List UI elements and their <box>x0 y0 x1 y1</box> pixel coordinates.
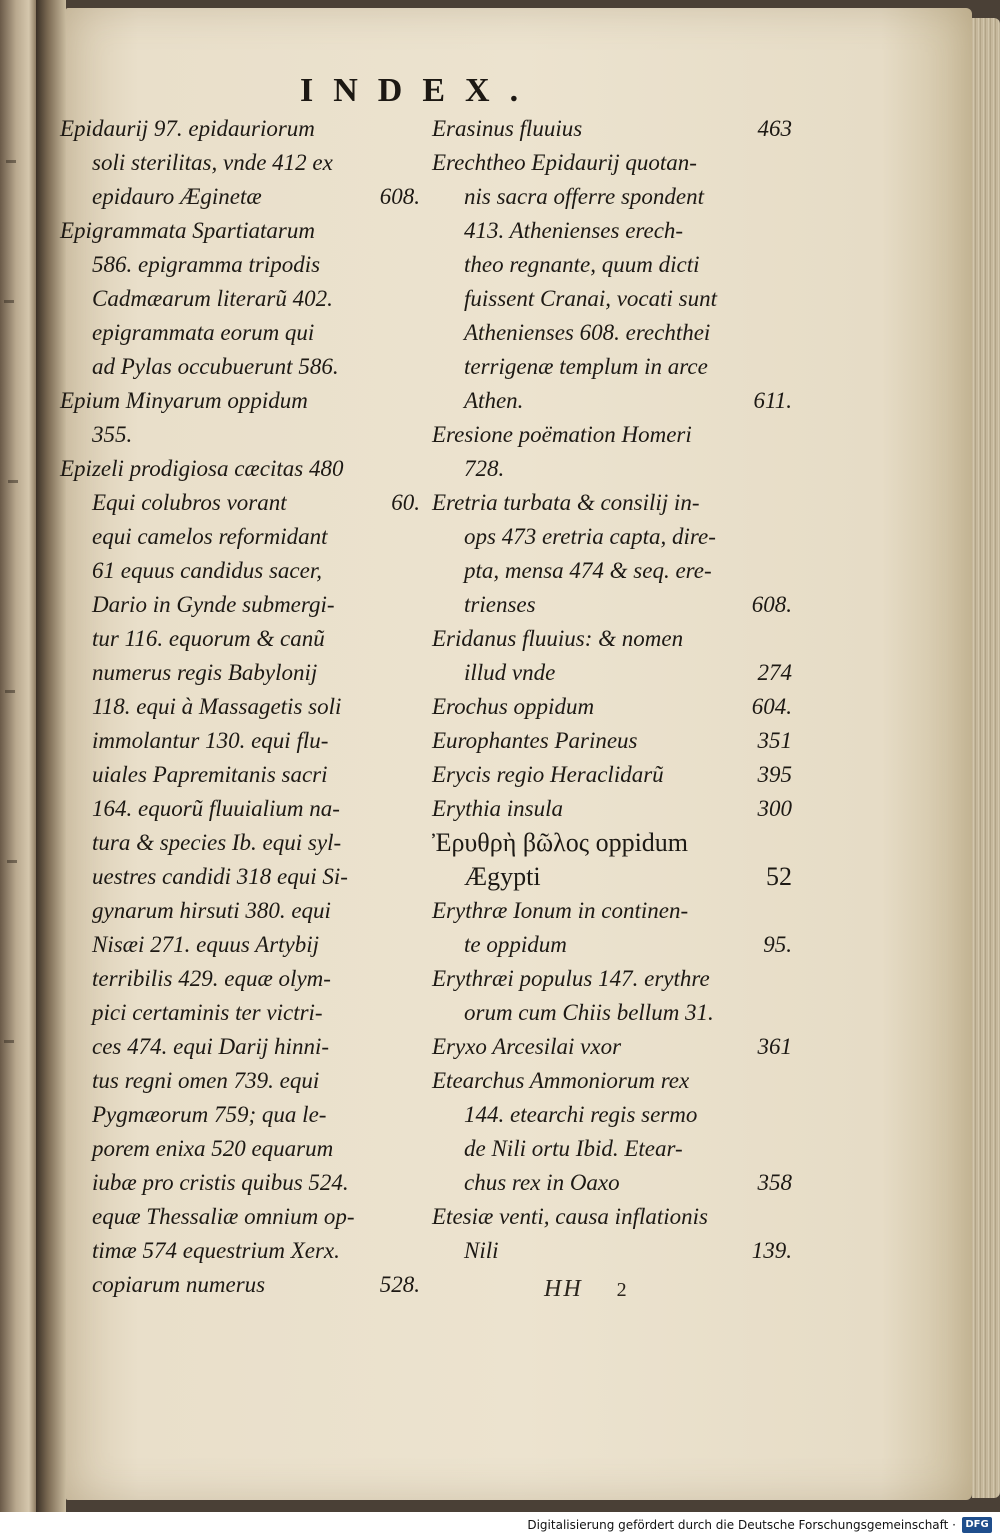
entry-page-ref: 611. <box>753 388 792 413</box>
index-entry-line <box>432 1200 792 1234</box>
index-entry-line <box>60 656 420 690</box>
dfg-logo: DFG <box>962 1517 992 1533</box>
index-entry-line <box>432 1132 792 1166</box>
index-entry-line <box>60 1098 420 1132</box>
index-entry-line <box>432 316 792 350</box>
entry-page-ref: 95. <box>763 932 792 957</box>
index-entry-line <box>432 282 792 316</box>
index-entry-line <box>60 928 420 962</box>
index-entry-line <box>432 588 792 622</box>
index-entry-line <box>60 690 420 724</box>
entry-text: trienses <box>464 592 536 617</box>
index-entry-line <box>432 962 792 996</box>
entry-text: nis sacra offerre spondent <box>464 184 704 209</box>
entry-text: theo regnante, quum dicti <box>464 252 700 277</box>
entry-text: Athen. <box>464 388 524 413</box>
index-entry-line <box>60 1166 420 1200</box>
index-entry-line <box>60 962 420 996</box>
entry-text: Ἐρυθρὴ βῶλος oppidum <box>432 828 689 857</box>
index-entry-line <box>432 418 792 452</box>
entry-text: numerus regis Babylonij <box>92 660 318 685</box>
entry-page-ref: 358 <box>757 1170 792 1195</box>
entry-text: 164. equorũ fluuialium na- <box>92 796 340 821</box>
index-entry-line <box>60 1234 420 1268</box>
index-entry-line <box>60 146 420 180</box>
signature-number: 2 <box>616 1279 629 1301</box>
index-entry-line <box>60 1064 420 1098</box>
index-entry-line <box>60 894 420 928</box>
index-entry-line <box>432 724 792 758</box>
entry-text: Dario in Gynde submergi- <box>92 592 335 617</box>
index-entry-line <box>432 112 792 146</box>
entry-page-ref: 463 <box>757 116 792 141</box>
entry-page-ref: 139. <box>751 1238 792 1263</box>
index-entry-line <box>432 690 792 724</box>
entry-page-ref: 351 <box>757 728 792 753</box>
index-entry-line <box>60 486 420 520</box>
index-column-left <box>60 112 420 1302</box>
index-entry-line <box>60 112 420 146</box>
index-entry-line <box>60 554 420 588</box>
entry-text: Pygmæorum 759; qua le- <box>92 1102 327 1127</box>
entry-text: Europhantes Parineus <box>432 728 638 753</box>
index-entry-line <box>432 180 792 214</box>
index-entry-line <box>432 758 792 792</box>
entry-text: uiales Papremitanis sacri <box>92 762 328 787</box>
entry-text: Erechtheo Epidaurij quotan- <box>432 150 697 175</box>
page-header: INDEX. <box>300 72 539 109</box>
entry-text: Epigrammata Spartiatarum <box>60 218 315 243</box>
entry-page-ref: 274 <box>757 660 792 685</box>
entry-text: Eridanus fluuius: & nomen <box>432 626 684 651</box>
signature-mark <box>544 1276 629 1303</box>
index-entry-line <box>60 1268 420 1302</box>
index-entry-line <box>432 554 792 588</box>
index-entry-line <box>432 214 792 248</box>
index-entry-line <box>60 792 420 826</box>
entry-text: ad Pylas occubuerunt 586. <box>92 354 339 379</box>
entry-text: copiarum numerus <box>92 1272 266 1297</box>
index-entry-line <box>432 1030 792 1064</box>
entry-text: porem enixa 520 equarum <box>92 1136 334 1161</box>
index-entry-line <box>60 622 420 656</box>
entry-text: Eresione poëmation Homeri <box>432 422 692 447</box>
entry-page-ref: 608. <box>379 184 420 209</box>
index-entry-line <box>432 486 792 520</box>
entry-text: Etearchus Ammoniorum rex <box>432 1068 690 1093</box>
entry-text: Epizeli prodigiosa cæcitas 480 <box>60 456 344 481</box>
entry-page-ref: 604. <box>751 694 792 719</box>
entry-text: immolantur 130. equi flu- <box>92 728 329 753</box>
page-stack-edge <box>972 18 1000 1498</box>
entry-text: Athenienses 608. erechthei <box>464 320 711 345</box>
index-entry-line <box>432 1098 792 1132</box>
entry-text: epidauro Æginetæ <box>92 184 262 209</box>
entry-text: orum cum Chiis bellum 31. <box>464 1000 714 1025</box>
index-entry-line <box>60 826 420 860</box>
entry-text: chus rex in Oaxo <box>464 1170 620 1195</box>
entry-text: timæ 574 equestrium Xerx. <box>92 1238 340 1263</box>
entry-text: terribilis 429. equæ olym- <box>92 966 331 991</box>
index-entry-line <box>432 622 792 656</box>
entry-page-ref: 300 <box>757 796 792 821</box>
index-entry-line <box>60 588 420 622</box>
index-entry-line <box>432 146 792 180</box>
index-entry-line <box>432 996 792 1030</box>
entry-text: Eretria turbata & consilij in- <box>432 490 700 515</box>
index-entry-line <box>432 452 792 486</box>
entry-text: Equi colubros vorant <box>92 490 287 515</box>
entry-text: epigrammata eorum qui <box>92 320 315 345</box>
index-entry-line <box>60 418 420 452</box>
entry-text: Nisæi 271. equus Artybij <box>92 932 320 957</box>
entry-text: tus regni omen 739. equi <box>92 1068 320 1093</box>
entry-text: uestres candidi 318 equi Si- <box>92 864 348 889</box>
entry-text: Epium Minyarum oppidum <box>60 388 308 413</box>
entry-page-ref: 60. <box>391 490 420 515</box>
index-entry-line <box>432 860 792 894</box>
entry-text: pta, mensa 474 & seq. ere- <box>464 558 712 583</box>
entry-page-ref: 361 <box>757 1034 792 1059</box>
entry-text: gynarum hirsuti 380. equi <box>92 898 331 923</box>
index-entry-line <box>60 996 420 1030</box>
index-entry-line <box>60 860 420 894</box>
entry-text: de Nili ortu Ibid. Etear- <box>464 1136 683 1161</box>
index-entry-line <box>60 520 420 554</box>
footer-credit: Digitalisierung gefördert durch die Deutsche Forschungsgemeinschaft · <box>527 1518 956 1532</box>
entry-text: pici certaminis ter victri- <box>92 1000 323 1025</box>
index-entry-line <box>60 248 420 282</box>
entry-text: illud vnde <box>464 660 556 685</box>
entry-text: Ægypti <box>464 862 541 891</box>
entry-text: 144. etearchi regis sermo <box>464 1102 698 1127</box>
index-entry-line <box>60 1200 420 1234</box>
entry-text: Etesiæ venti, causa inflationis <box>432 1204 708 1229</box>
entry-text: 355. <box>92 422 133 447</box>
index-entry-line <box>60 180 420 214</box>
entry-text: terrigenæ templum in arce <box>464 354 708 379</box>
entry-text: Eryxo Arcesilai vxor <box>432 1034 622 1059</box>
index-entry-line <box>432 350 792 384</box>
entry-text: ces 474. equi Darij hinni- <box>92 1034 329 1059</box>
index-entry-line <box>432 792 792 826</box>
index-entry-line <box>60 316 420 350</box>
index-entry-line <box>60 282 420 316</box>
index-entry-line <box>60 758 420 792</box>
entry-text: equæ Thessaliæ omnium op- <box>92 1204 355 1229</box>
entry-text: Cadmæarum literarũ 402. <box>92 286 333 311</box>
index-entry-line <box>60 724 420 758</box>
index-entry-line <box>432 826 792 860</box>
entry-page-ref: 52 <box>766 862 792 891</box>
index-entry-line <box>432 1234 792 1268</box>
index-entry-line <box>432 384 792 418</box>
index-entry-line <box>432 656 792 690</box>
index-entry-line <box>432 248 792 282</box>
entry-text: te oppidum <box>464 932 567 957</box>
entry-text: 413. Athenienses erech- <box>464 218 684 243</box>
index-entry-line <box>60 452 420 486</box>
entry-text: Erasinus fluuius <box>432 116 583 141</box>
entry-text: Erythræi populus 147. erythre <box>432 966 710 991</box>
entry-text: 586. epigramma tripodis <box>92 252 321 277</box>
entry-page-ref: 528. <box>379 1272 420 1297</box>
previous-page-edge <box>0 0 36 1512</box>
entry-text: Erycis regio Heraclidarũ <box>432 762 664 787</box>
entry-page-ref: 608. <box>751 592 792 617</box>
entry-text: Epidaurij 97. epidauriorum <box>60 116 315 141</box>
index-entry-line <box>432 1064 792 1098</box>
index-entry-line <box>432 894 792 928</box>
index-entry-line <box>432 520 792 554</box>
entry-text: 728. <box>464 456 505 481</box>
entry-text: tura & species Ib. equi syl- <box>92 830 342 855</box>
entry-text: tur 116. equorum & canũ <box>92 626 325 651</box>
entry-text: 118. equi à Massagetis soli <box>92 694 342 719</box>
entry-text: equi camelos reformidant <box>92 524 328 549</box>
entry-text: ops 473 eretria capta, dire- <box>464 524 716 549</box>
digitization-footer <box>0 1512 1000 1540</box>
index-entry-line <box>60 1030 420 1064</box>
entry-text: Erythræ Ionum in continen- <box>432 898 689 923</box>
entry-text: fuissent Cranai, vocati sunt <box>464 286 717 311</box>
index-entry-line <box>60 384 420 418</box>
index-entry-line <box>432 928 792 962</box>
index-entry-line <box>60 214 420 248</box>
entry-text: Nili <box>464 1238 499 1263</box>
index-entry-line <box>432 1166 792 1200</box>
index-entry-line <box>60 350 420 384</box>
entry-page-ref: 395 <box>757 762 792 787</box>
entry-text: 61 equus candidus sacer, <box>92 558 322 583</box>
index-entry-line <box>60 1132 420 1166</box>
entry-text: Erochus oppidum <box>432 694 595 719</box>
entry-text: iubæ pro cristis quibus 524. <box>92 1170 349 1195</box>
entry-text: soli sterilitas, vnde 412 ex <box>92 150 333 175</box>
signature-letters: HH <box>544 1276 583 1302</box>
entry-text: Erythia insula <box>432 796 563 821</box>
index-column-right <box>432 112 792 1268</box>
